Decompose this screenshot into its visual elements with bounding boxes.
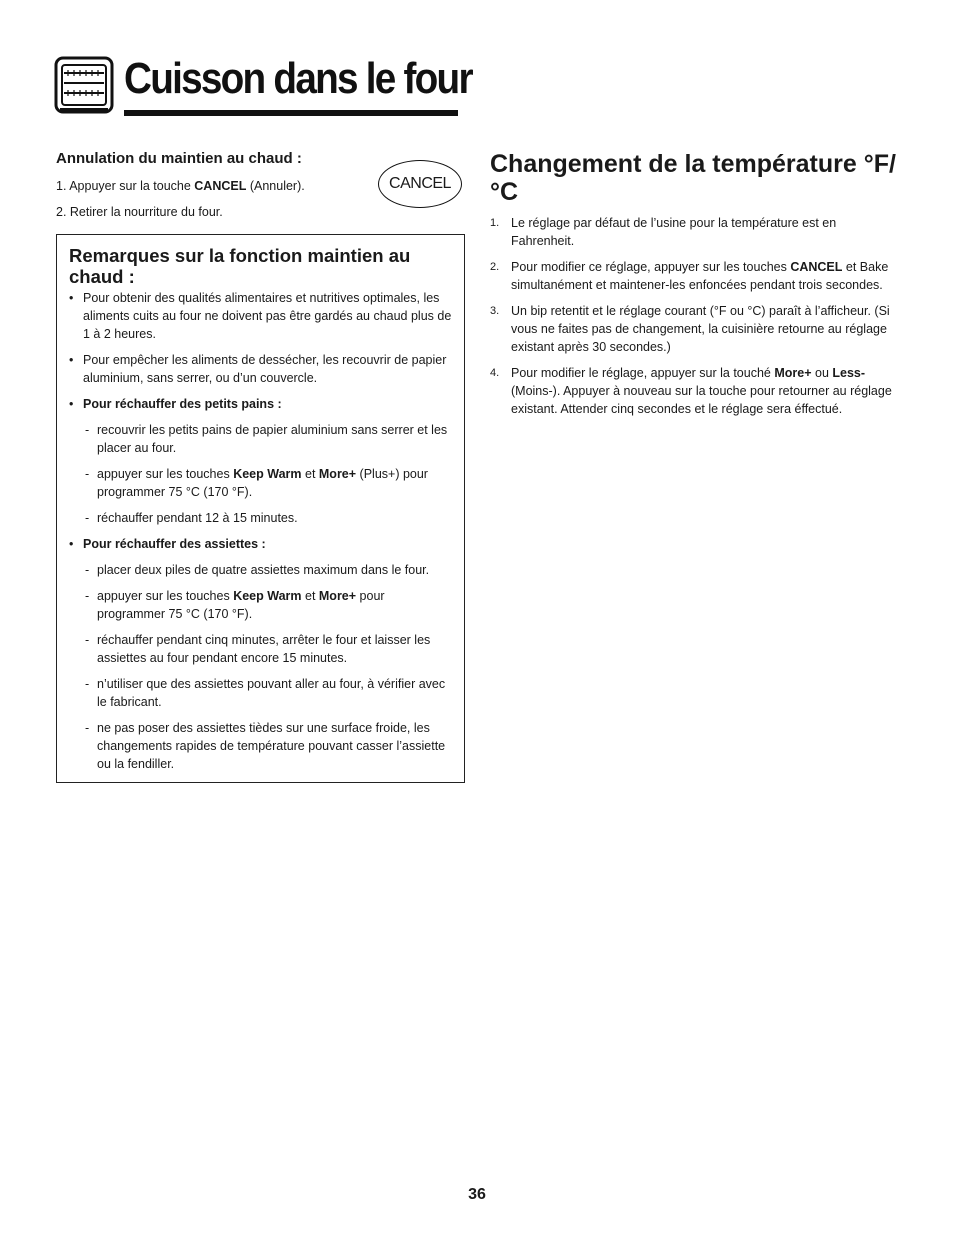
rolls-item-2: - appuyer sur les touches Keep Warm et More+ (Plus+) pour programmer 75 °C (170 °F).: [83, 465, 454, 501]
plates-item-4: - n’utiliser que des assiettes pouvant aller au four, à vérifier avec le fabricant.: [83, 675, 454, 711]
notes-list: [69, 289, 454, 773]
temperature-section: [490, 150, 900, 426]
cancel-step-1: 1. Appuyer sur la touche CANCEL (Annuler).: [56, 179, 305, 193]
temp-step-4: 4. Pour modifier le réglage, appuyer sur la touché More+ ou Less- (Moins-). Appuyer à nouveau sur la touche pour retourner au réglage existant. Attender cinq secondes et le réglage sera éffectué.: [490, 366, 892, 416]
notes-title: Remarques sur la fonction maintien au chaud :: [69, 245, 411, 287]
temp-step-1: 1. Le réglage par défaut de l’usine pour la température est en Fahrenheit.: [490, 216, 837, 248]
rolls-list: [69, 421, 454, 527]
plates-item-1: - placer deux piles de quatre assiettes maximum dans le four.: [83, 561, 454, 579]
temperature-title: Changement de la température °F/°C: [490, 150, 896, 206]
temperature-steps: [490, 214, 900, 418]
note-bullet-2: • Pour empêcher les aliments de dessécher, les recouvrir de papier aluminium, sans serrer, ou d’un couvercle.: [69, 351, 454, 387]
keep-warm-notes-box: [56, 234, 465, 783]
plates-item-3: - réchauffer pendant cinq minutes, arrêter le four et laisser les assiettes au four pendant encore 15 minutes.: [83, 631, 454, 667]
cancel-key-illustration: CANCEL: [378, 160, 462, 208]
plates-heading: Pour réchauffer des assiettes :: [83, 537, 266, 551]
cancel-keep-warm-section: [56, 150, 466, 231]
note-bullet-plates: [69, 535, 454, 773]
note-bullet-1: • Pour obtenir des qualités alimentaires et nutritives optimales, les aliments cuits au four ne doivent pas être gardés au chaud plus de 1 à 2 heures.: [69, 289, 454, 343]
rolls-item-1: - recouvrir les petits pains de papier aluminium sans serrer et les placer au four.: [83, 421, 454, 457]
plates-item-5: - ne pas poser des assiettes tièdes sur une surface froide, les changements rapides de température pouvant casser l’assiette ou la fendiller.: [83, 719, 454, 773]
note-bullet-rolls: [69, 395, 454, 527]
page-number: 36: [468, 1186, 486, 1203]
temp-step-3: 3. Un bip retentit et le réglage courant (°F ou °C) paraît à l’afficheur. (Si vous ne faites pas de changement, la cuisinière retourne au réglage existant après 30 secondes.): [490, 304, 890, 354]
oven-icon: [54, 56, 116, 116]
plates-list: [69, 561, 454, 773]
cancel-step-2: 2. Retirer la nourriture du four.: [56, 205, 223, 219]
rolls-item-3: - réchauffer pendant 12 à 15 minutes.: [83, 509, 454, 527]
title-rule: [124, 110, 458, 116]
plates-item-2: - appuyer sur les touches Keep Warm et More+ pour programmer 75 °C (170 °F).: [83, 587, 454, 623]
rolls-heading: Pour réchauffer des petits pains :: [83, 397, 282, 411]
cancel-heading: Annulation du maintien au chaud :: [56, 150, 302, 167]
page-header: [52, 52, 472, 118]
page-title: Cuisson dans le four: [124, 54, 472, 103]
temp-step-2: 2. Pour modifier ce réglage, appuyer sur les touches CANCEL et Bake simultanément et maintener-les enfoncées pendant trois secondes.: [490, 260, 889, 292]
